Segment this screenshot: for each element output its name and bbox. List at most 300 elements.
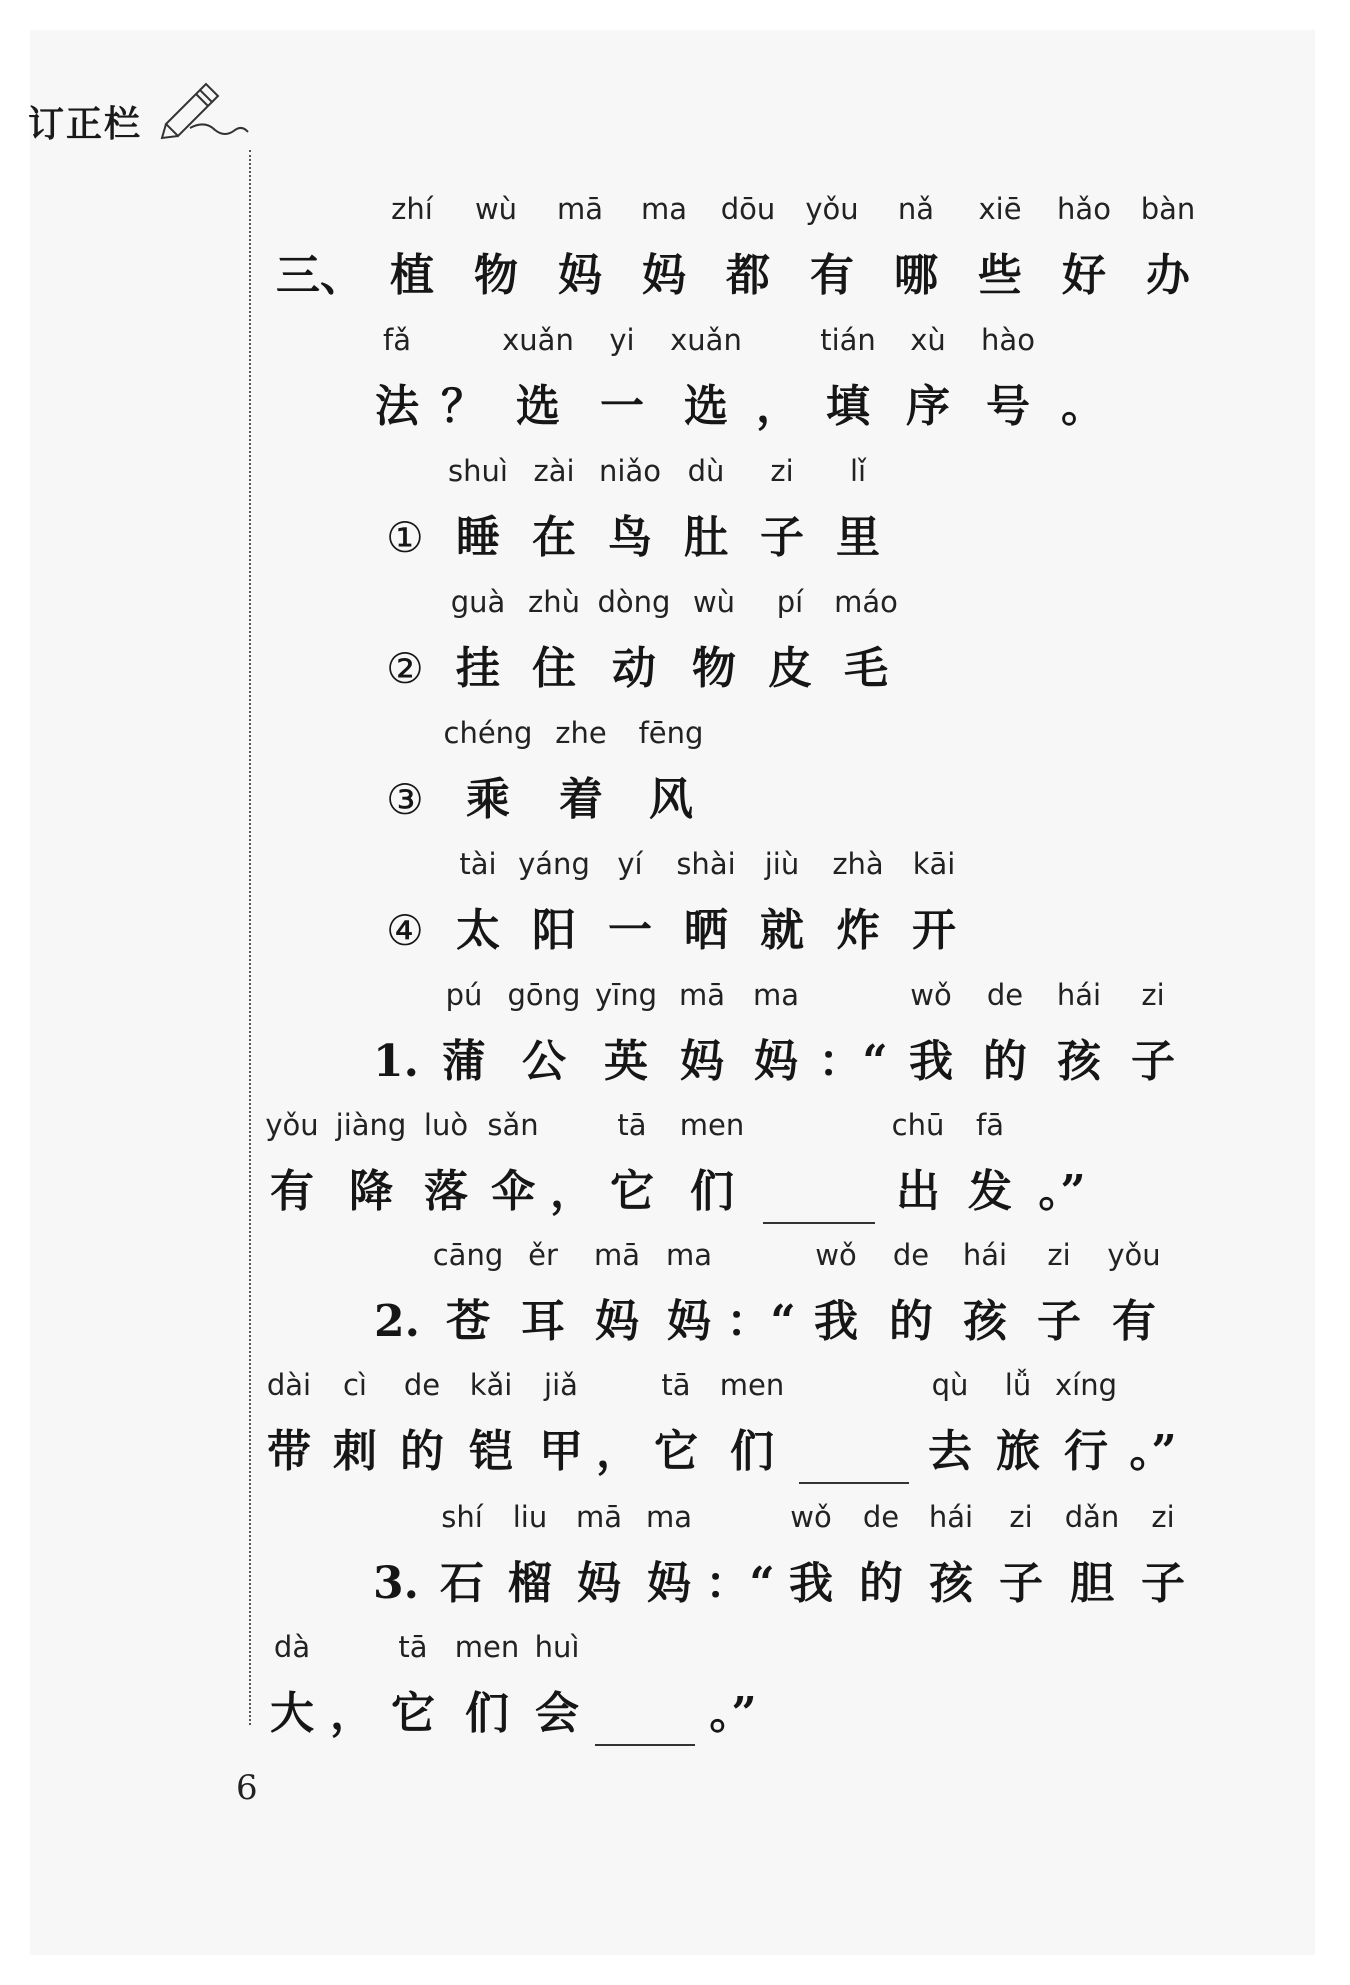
hanzi-text: 英: [604, 1036, 648, 1087]
option-marker: ①: [386, 513, 424, 562]
char-cell: [882, 1104, 954, 1238]
hanzi-text: 毛: [844, 643, 888, 694]
pinyin-text: jiàng: [335, 1108, 407, 1142]
hanzi-text: 妈: [647, 1558, 691, 1609]
pinyin-text: jiù: [764, 847, 800, 881]
char-cell: [1048, 319, 1118, 453]
char-cell: [798, 1234, 874, 1368]
char-cell: [622, 188, 706, 322]
hanzi-text: 它: [610, 1166, 654, 1217]
hanzi-text: 发: [968, 1166, 1012, 1217]
hanzi-text: 开: [912, 905, 956, 956]
char-cell: [526, 1364, 596, 1498]
hanzi-text: 榴: [508, 1558, 552, 1609]
pinyin-text: zhe: [555, 716, 607, 750]
hanzi-text: ，: [596, 1426, 640, 1477]
char-cell: [812, 974, 894, 1108]
char-cell: [664, 319, 748, 453]
char-cell: [364, 319, 430, 453]
pinyin-text: máo: [834, 585, 898, 619]
hanzi-text: ，: [756, 381, 800, 432]
hanzi-text: 有: [810, 250, 854, 301]
hanzi-text: 的: [400, 1426, 444, 1477]
char-cell: [580, 319, 664, 453]
char-cell: [500, 974, 588, 1108]
hanzi-text: 有: [270, 1166, 314, 1217]
hanzi-text: 挂: [456, 643, 500, 694]
char-cell: [256, 1104, 328, 1238]
title-line-1: [270, 188, 1210, 322]
page-number: 6: [236, 1768, 258, 1808]
pinyin-text: mā: [593, 1238, 641, 1272]
pinyin-text: xù: [910, 323, 946, 357]
char-cell: [256, 1364, 322, 1498]
hanzi-text: 些: [978, 250, 1022, 301]
hanzi-text: ，: [550, 1166, 594, 1217]
hanzi-text: 苍: [446, 1296, 490, 1347]
pinyin-text: dōu: [720, 192, 776, 226]
pinyin-text: yi: [609, 323, 635, 357]
pinyin-text: pí: [776, 585, 804, 619]
hanzi-text: 选: [516, 381, 560, 432]
hanzi-text: 有: [1112, 1296, 1156, 1347]
pinyin-text: xuǎn: [502, 323, 574, 357]
char-cell: [756, 1120, 882, 1238]
hanzi-text: 大: [270, 1688, 314, 1739]
hanzi-text: 妈: [642, 250, 686, 301]
char-cell: [364, 974, 428, 1108]
char-cell: [440, 450, 516, 584]
char-cell: [668, 843, 744, 977]
char-cell: [414, 1104, 478, 1238]
question-number: 3.: [373, 1558, 419, 1609]
pinyin-text: fā: [976, 1108, 1004, 1142]
hanzi-text: 一: [600, 381, 644, 432]
char-cell: [496, 1496, 564, 1630]
margin-divider: [249, 150, 251, 1725]
question-1-line-2: [256, 1104, 1098, 1238]
hanzi-text: ：“: [726, 1296, 796, 1347]
hanzi-text: 一: [608, 905, 652, 956]
pinyin-text: yí: [617, 847, 643, 881]
char-cell: [1120, 1364, 1186, 1498]
char-cell: [516, 450, 592, 584]
char-cell: [1022, 1234, 1096, 1368]
char-cell: [1096, 1234, 1172, 1368]
pinyin-text: men: [719, 1368, 785, 1402]
pinyin-text: nǎ: [897, 192, 935, 226]
pinyin-text: chū: [891, 1108, 945, 1142]
pinyin-text: zi: [770, 454, 794, 488]
pinyin-text: wù: [692, 585, 736, 619]
hanzi-text: 我: [814, 1296, 858, 1347]
char-cell: [536, 712, 626, 846]
pinyin-text: wù: [474, 192, 518, 226]
pinyin-text: dǎn: [1064, 1500, 1120, 1534]
pinyin-text: hái: [1056, 978, 1102, 1012]
pinyin-text: yǒu: [805, 192, 859, 226]
hanzi-text: 的: [983, 1036, 1027, 1087]
pinyin-text: yǒu: [265, 1108, 319, 1142]
hanzi-text: 带: [267, 1426, 311, 1477]
hanzi-text: ？: [441, 381, 485, 432]
char-cell: [454, 188, 538, 322]
pinyin-text: kǎi: [469, 1368, 513, 1402]
char-cell: [440, 712, 536, 846]
char-cell: [984, 1364, 1052, 1498]
char-cell: [986, 1496, 1056, 1630]
hanzi-text: 着: [559, 774, 603, 825]
hanzi-text: 办: [1146, 250, 1190, 301]
correction-column-label: 订正栏: [28, 104, 143, 145]
char-cell: [592, 843, 668, 977]
hanzi-text: 旅: [996, 1426, 1040, 1477]
hanzi-text: 住: [532, 643, 576, 694]
pinyin-text: zhà: [832, 847, 884, 881]
char-cell: [496, 319, 580, 453]
hanzi-text: 会: [535, 1688, 579, 1739]
pinyin-text: yáng: [518, 847, 590, 881]
option-4: [370, 843, 972, 977]
char-cell: [846, 1496, 916, 1630]
hanzi-text: 子: [1131, 1036, 1175, 1087]
option-2: [370, 581, 904, 715]
char-cell: [370, 581, 440, 715]
pinyin-text: luò: [423, 1108, 469, 1142]
pinyin-text: men: [454, 1630, 520, 1664]
hanzi-text: 植: [390, 250, 434, 301]
pinyin-text: qù: [931, 1368, 969, 1402]
pinyin-text: pú: [445, 978, 483, 1012]
hanzi-text: 选: [684, 381, 728, 432]
hanzi-text: 鸟: [608, 512, 652, 563]
char-cell: [668, 450, 744, 584]
pinyin-text: tā: [661, 1368, 691, 1402]
hanzi-text: 风: [649, 774, 693, 825]
char-cell: [968, 319, 1048, 453]
char-cell: [874, 188, 958, 322]
pinyin-text: dòng: [597, 585, 671, 619]
pinyin-text: ma: [665, 1238, 713, 1272]
section-number: 三、: [276, 250, 364, 301]
pinyin-text: zài: [533, 454, 575, 488]
hanzi-text: 就: [760, 905, 804, 956]
char-cell: [456, 1364, 526, 1498]
char-cell: [564, 1496, 634, 1630]
char-cell: [626, 712, 716, 846]
option-1: [370, 450, 896, 584]
pinyin-text: mā: [678, 978, 726, 1012]
char-cell: [580, 1234, 654, 1368]
hanzi-text: 哪: [894, 250, 938, 301]
hanzi-text: 物: [692, 643, 736, 694]
hanzi-text: ，: [330, 1688, 374, 1739]
char-cell: [516, 581, 592, 715]
pinyin-text: zi: [1009, 1500, 1033, 1534]
hanzi-text: 在: [532, 512, 576, 563]
hanzi-text: 它: [391, 1688, 435, 1739]
char-cell: [592, 450, 668, 584]
char-cell: [664, 974, 740, 1108]
hanzi-text: 妈: [558, 250, 602, 301]
pinyin-text: mā: [575, 1500, 623, 1534]
answer-blank[interactable]: [763, 1162, 875, 1224]
hanzi-text: 胆: [1070, 1558, 1114, 1609]
char-cell: [364, 1496, 428, 1630]
hanzi-text: 去: [928, 1426, 972, 1477]
char-cell: [370, 188, 454, 322]
char-cell: [744, 450, 820, 584]
pinyin-text: shài: [676, 847, 736, 881]
hanzi-text: ：“: [818, 1036, 888, 1087]
pinyin-text: ma: [645, 1500, 693, 1534]
char-cell: [270, 188, 370, 322]
pinyin-text: lǐ: [849, 454, 867, 488]
pinyin-text: mā: [556, 192, 604, 226]
hanzi-text: 们: [465, 1688, 509, 1739]
pinyin-text: tián: [820, 323, 876, 357]
hanzi-text: 伞: [491, 1166, 535, 1217]
char-cell: [748, 319, 808, 453]
hanzi-text: 铠: [469, 1426, 513, 1477]
char-cell: [820, 450, 896, 584]
pinyin-text: hái: [928, 1500, 974, 1534]
char-cell: [322, 1364, 388, 1498]
char-cell: [596, 1104, 668, 1238]
pinyin-text: dà: [273, 1630, 311, 1664]
char-cell: [1052, 1364, 1120, 1498]
hanzi-text: 公: [522, 1036, 566, 1087]
hanzi-text: 都: [726, 250, 770, 301]
pinyin-text: xíng: [1054, 1368, 1117, 1402]
hanzi-text: 降: [349, 1166, 393, 1217]
pinyin-text: dài: [266, 1368, 312, 1402]
hanzi-text: 太: [456, 905, 500, 956]
pinyin-text: liu: [512, 1500, 548, 1534]
option-3: [370, 712, 716, 846]
char-cell: [640, 1364, 712, 1498]
answer-blank[interactable]: [799, 1422, 909, 1484]
pinyin-text: yīng: [594, 978, 657, 1012]
hanzi-text: 们: [690, 1166, 734, 1217]
option-marker: ④: [386, 906, 424, 955]
pinyin-text: hǎo: [1057, 192, 1111, 226]
hanzi-text: 刺: [333, 1426, 377, 1477]
hanzi-text: 里: [836, 512, 880, 563]
hanzi-text: 子: [1141, 1558, 1185, 1609]
char-cell: [668, 1104, 756, 1238]
char-cell: [478, 1104, 548, 1238]
hanzi-text: 子: [1037, 1296, 1081, 1347]
pinyin-text: wǒ: [790, 1500, 832, 1534]
char-cell: [1116, 974, 1190, 1108]
char-cell: [524, 1626, 590, 1760]
char-cell: [1126, 188, 1210, 322]
char-cell: [700, 1626, 766, 1760]
hanzi-text: 它: [654, 1426, 698, 1477]
pinyin-text: ěr: [528, 1238, 558, 1272]
pinyin-text: jiǎ: [544, 1368, 578, 1402]
hanzi-text: 妈: [577, 1558, 621, 1609]
pinyin-text: kāi: [912, 847, 956, 881]
char-cell: [1042, 188, 1126, 322]
char-cell: [740, 974, 812, 1108]
hanzi-text: ：“: [705, 1558, 775, 1609]
hanzi-text: 动: [612, 643, 656, 694]
pinyin-text: dù: [687, 454, 725, 488]
hanzi-text: 行: [1064, 1426, 1108, 1477]
pencil-icon: [160, 80, 250, 140]
pinyin-text: wǒ: [815, 1238, 857, 1272]
hanzi-text: 蒲: [442, 1036, 486, 1087]
hanzi-text: 皮: [768, 643, 812, 694]
pinyin-text: de: [986, 978, 1024, 1012]
pinyin-text: fǎ: [383, 323, 411, 357]
hanzi-text: 甲: [539, 1426, 583, 1477]
question-2-line-1: [364, 1234, 1172, 1368]
pinyin-text: de: [403, 1368, 441, 1402]
pinyin-text: hái: [962, 1238, 1008, 1272]
pinyin-text: zi: [1047, 1238, 1071, 1272]
char-cell: [706, 188, 790, 322]
char-cell: [370, 712, 440, 846]
hanzi-text: 阳: [532, 905, 576, 956]
pinyin-text: xiē: [978, 192, 1022, 226]
hanzi-text: 妈: [667, 1296, 711, 1347]
pinyin-text: guà: [450, 585, 506, 619]
char-cell: [430, 1234, 506, 1368]
hanzi-text: 乘: [466, 774, 510, 825]
hanzi-text: 妈: [754, 1036, 798, 1087]
option-marker: ③: [386, 775, 424, 824]
char-cell: [328, 1626, 376, 1760]
hanzi-text: 落: [424, 1166, 468, 1217]
hanzi-text: 填: [826, 381, 870, 432]
pinyin-text: tā: [398, 1630, 428, 1664]
pinyin-text: tā: [617, 1108, 647, 1142]
hanzi-text: 孩: [1057, 1036, 1101, 1087]
question-3-line-2: [256, 1626, 766, 1760]
pinyin-text: men: [679, 1108, 745, 1142]
hanzi-text: 。”: [1038, 1166, 1086, 1217]
pinyin-text: chéng: [443, 716, 533, 750]
hanzi-text: 睡: [456, 512, 500, 563]
char-cell: [808, 319, 888, 453]
pinyin-text: zi: [1141, 978, 1165, 1012]
hanzi-text: 石: [440, 1558, 484, 1609]
pinyin-text: shuì: [448, 454, 508, 488]
char-cell: [440, 843, 516, 977]
pinyin-text: cì: [342, 1368, 367, 1402]
char-cell: [776, 1496, 846, 1630]
answer-blank[interactable]: [595, 1684, 695, 1746]
pinyin-text: zi: [1151, 1500, 1175, 1534]
pinyin-text: tài: [459, 847, 497, 881]
pinyin-text: xuǎn: [670, 323, 742, 357]
hanzi-text: 子: [999, 1558, 1043, 1609]
char-cell: [428, 974, 500, 1108]
char-cell: [874, 1234, 948, 1368]
pinyin-text: shí: [441, 1500, 483, 1534]
hanzi-text: 法: [375, 381, 419, 432]
char-cell: [370, 450, 440, 584]
question-number: 2.: [374, 1296, 420, 1347]
hanzi-text: 我: [789, 1558, 833, 1609]
question-2-line-2: [256, 1364, 1186, 1498]
char-cell: [634, 1496, 704, 1630]
char-cell: [954, 1104, 1026, 1238]
char-cell: [328, 1104, 414, 1238]
char-cell: [958, 188, 1042, 322]
char-cell: [388, 1364, 456, 1498]
pinyin-text: hào: [981, 323, 1035, 357]
pinyin-text: bàn: [1140, 192, 1196, 226]
option-marker: ②: [386, 644, 424, 693]
char-cell: [506, 1234, 580, 1368]
hanzi-text: 。: [1061, 381, 1105, 432]
char-cell: [440, 581, 516, 715]
char-cell: [1042, 974, 1116, 1108]
question-number: 1.: [373, 1036, 419, 1087]
pinyin-text: cāng: [432, 1238, 504, 1272]
char-cell: [538, 188, 622, 322]
char-cell: [916, 1364, 984, 1498]
pinyin-text: huì: [534, 1630, 580, 1664]
pinyin-text: ma: [640, 192, 688, 226]
char-cell: [896, 843, 972, 977]
hanzi-text: 的: [889, 1296, 933, 1347]
char-cell: [256, 1626, 328, 1760]
hanzi-text: 孩: [963, 1296, 1007, 1347]
char-cell: [704, 1496, 776, 1630]
char-cell: [968, 974, 1042, 1108]
char-cell: [790, 188, 874, 322]
char-cell: [516, 843, 592, 977]
char-cell: [430, 319, 496, 453]
char-cell: [752, 581, 828, 715]
char-cell: [820, 843, 896, 977]
pinyin-text: zhù: [528, 585, 580, 619]
char-cell: [916, 1496, 986, 1630]
char-cell: [428, 1496, 496, 1630]
char-cell: [828, 581, 904, 715]
question-1-line-1: [364, 974, 1190, 1108]
char-cell: [712, 1364, 792, 1498]
char-cell: [592, 581, 676, 715]
char-cell: [590, 1642, 700, 1760]
hanzi-text: 妈: [595, 1296, 639, 1347]
char-cell: [888, 319, 968, 453]
hanzi-text: 。”: [1129, 1426, 1177, 1477]
pinyin-text: zhí: [391, 192, 433, 226]
hanzi-text: 肚: [684, 512, 728, 563]
hanzi-text: 晒: [684, 905, 728, 956]
char-cell: [948, 1234, 1022, 1368]
hanzi-text: 子: [760, 512, 804, 563]
hanzi-text: 我: [909, 1036, 953, 1087]
hanzi-text: 。”: [709, 1688, 757, 1739]
char-cell: [744, 843, 820, 977]
hanzi-text: 们: [730, 1426, 774, 1477]
hanzi-text: 出: [896, 1166, 940, 1217]
pinyin-text: fēng: [638, 716, 704, 750]
hanzi-text: 好: [1062, 250, 1106, 301]
pinyin-text: de: [892, 1238, 930, 1272]
pinyin-text: gōng: [507, 978, 581, 1012]
char-cell: [548, 1104, 596, 1238]
pinyin-text: yǒu: [1107, 1238, 1161, 1272]
hanzi-text: 序: [906, 381, 950, 432]
